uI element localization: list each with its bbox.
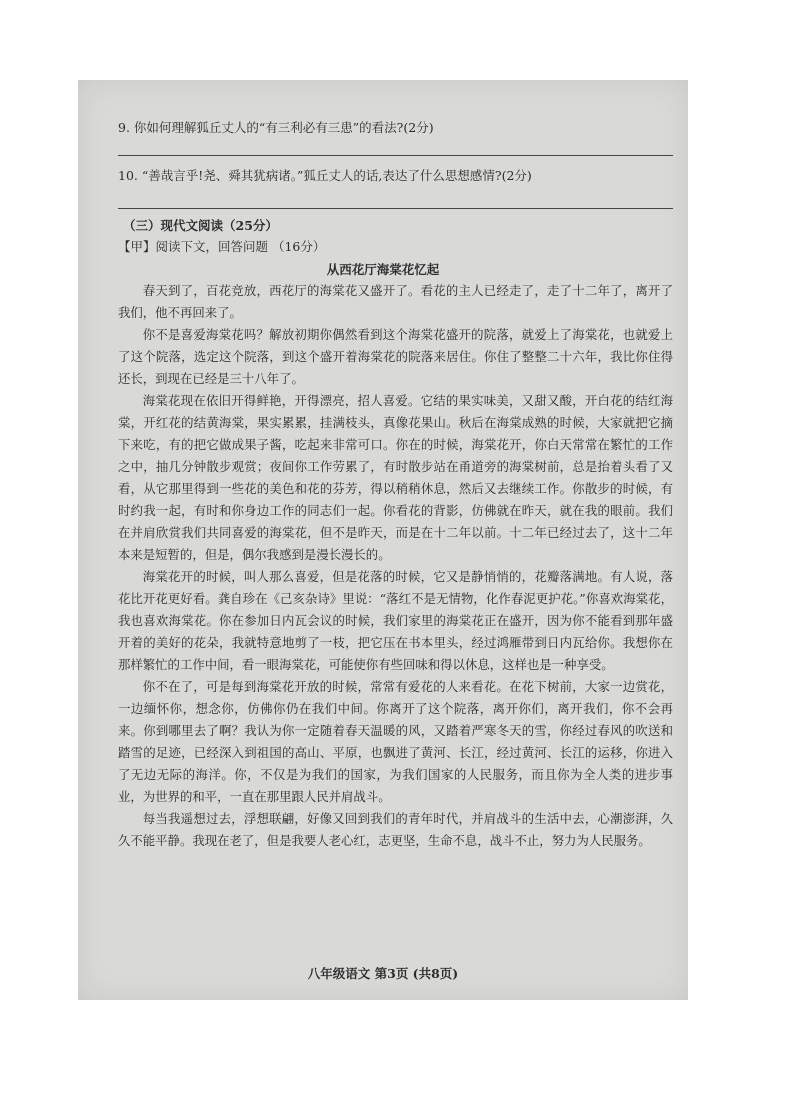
article-paragraph: 每当我遥想过去，浮想联翩，好像又回到我们的青年时代，并肩战斗的生活中去，心潮澎湃，久久不能平静。我现在老了，但是我要人老心红，志更坚，生命不息，战斗不止，努力为人民服务。	[118, 811, 673, 848]
answer-line	[118, 155, 673, 156]
exam-page	[78, 80, 688, 1000]
section-heading: （三）现代文阅读（25分）	[123, 218, 278, 233]
section-instruction: 【甲】阅读下文，回答问题 （16分）	[118, 239, 326, 254]
article-paragraph: 你不是喜爱海棠花吗？解放初期你偶然看到这个海棠花盛开的院落，就爱上了海棠花，也就爱上了这个院落，选定这个院落，到这个盛开着海棠花的院落来居住。你住了整整二十六年，我比你住得还长，到现在已经是三十八年了。	[118, 327, 673, 386]
answer-line	[118, 208, 673, 209]
page-footer: 八年级语文 第3页 (共8页)	[307, 966, 459, 981]
article-paragraph: 春天到了，百花竞放，西花厅的海棠花又盛开了。看花的主人已经走了，走了十二年了，离开了我们，他不再回来了。	[118, 283, 673, 320]
article-title: 从西花厅海棠花忆起	[326, 262, 440, 277]
article-body	[118, 280, 673, 852]
question-9: 9. 你如何理解狐丘丈人的“有三利必有三患”的看法?(2分)	[118, 120, 434, 135]
question-10: 10. “善哉言乎!尧、舜其犹病诸。”狐丘丈人的话,表达了什么思想感情?(2分)	[118, 168, 532, 183]
article-paragraph: 你不在了，可是每到海棠花开放的时候，常常有爱花的人来看花。在花下树前，大家一边赏花，一边缅怀你，想念你，仿佛你仍在我们中间。你离开了这个院落，离开你们，离开我们，你不会再来。你到哪里去了啊？我认为你一定随着春天温暖的风，又踏着严寒冬天的雪，你经过春风的吹送和踏雪的足迹，已经深入到祖国的高山、平原，也飘进了黄河、长江，经过黄河、长江的运移，你进入了无边无际的海洋。你，不仅是为我们的国家，为我们国家的人民服务，而且你为全人类的进步事业，为世界的和平，一直在那里跟人民并肩战斗。	[118, 679, 673, 804]
article-paragraph: 海棠花现在依旧开得鲜艳，开得漂亮，招人喜爱。它结的果实味美，又甜又酸，开白花的结红海棠，开红花的结黄海棠，果实累累，挂满枝头，真像花果山。秋后在海棠成熟的时候，大家就把它摘下来吃，有的把它做成果子酱，吃起来非常可口。你在的时候，海棠花开，你白天常常在繁忙的工作之中，抽几分钟散步观赏；夜间你工作劳累了，有时散步站在甬道旁的海棠树前，总是抬着头看了又看，从它那里得到一些花的美色和花的芬芳，得以稍稍休息，然后又去继续工作。你散步的时候，有时约我一起，有时和你身边工作的同志们一起。你看花的背影，仿佛就在昨天，就在我的眼前。我们在并肩欣赏我们共同喜爱的海棠花，但不是昨天，而是在十二年以前。十二年已经过去了，这十二年本来是短暂的，但是，偶尔我感到是漫长漫长的。	[118, 393, 673, 562]
article-paragraph: 海棠花开的时候，叫人那么喜爱，但是花落的时候，它又是静悄悄的，花瓣落满地。有人说，落花比开花更好看。龚自珍在《己亥杂诗》里说：“落红不是无情物，化作春泥更护花。”你喜欢海棠花，我也喜欢海棠花。你在参加日内瓦会议的时候，我们家里的海棠花正在盛开，因为你不能看到那年盛开着的美好的花朵，我就特意地剪了一枝，把它压在书本里头，经过鸿雁带到日内瓦给你。我想你在那样繁忙的工作中间，看一眼海棠花，可能使你有些回味和得以休息，这样也是一种享受。	[118, 569, 673, 672]
